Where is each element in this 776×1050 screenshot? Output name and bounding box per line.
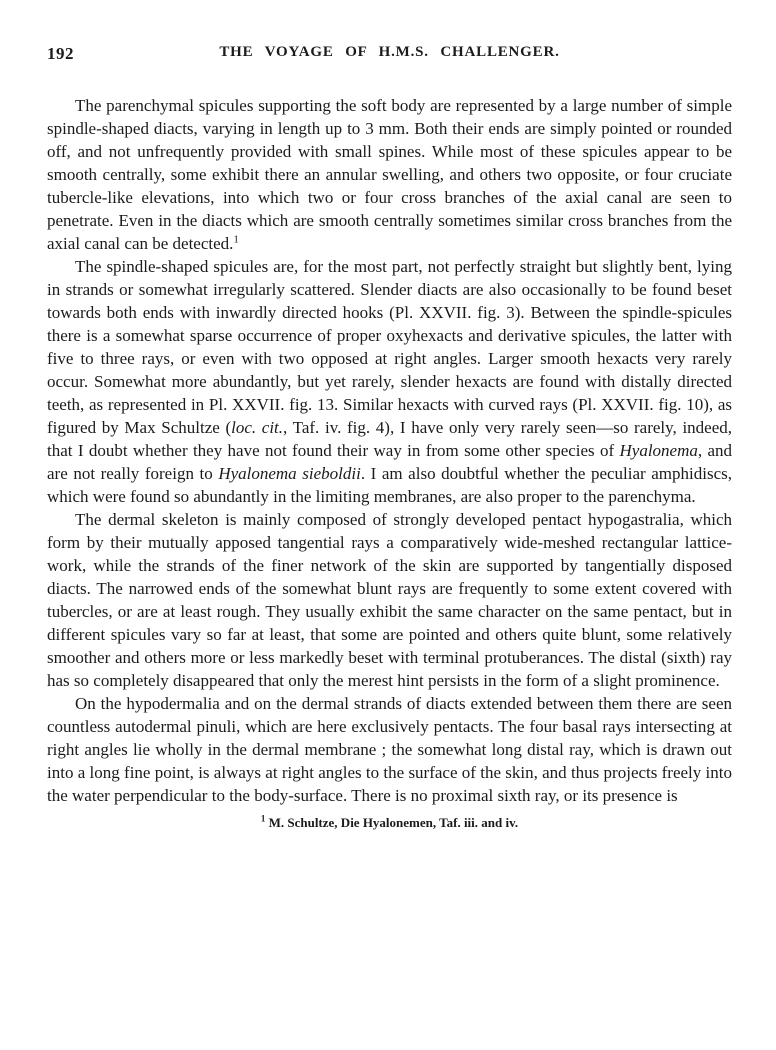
- text-segment: . I am also doubtful whether the peculiar amphidiscs, which were found so abundantly in the limiting membranes, are also proper to the parenchyma.: [47, 464, 732, 506]
- italic-term-hyalonema: Hyalonema: [619, 441, 698, 460]
- text-segment: On the hypodermalia and on the dermal strands of diacts extended between them there are seen countless autodermal pinuli, which are here exclusively pentacts. The four basal rays intersecting at right angles lie wholly in the dermal membrane ; the somewhat long distal ray, which is drawn out into a long fine point, is always at right angles to the surface of the skin, and thus projects freely into the water perpendicular to the body-surface. There is no proximal sixth ray, or its presence is: [47, 694, 732, 805]
- paragraph-parenchymal-spicules: [47, 94, 732, 255]
- text-segment: , Taf. iv. fig. 4), I have only very rarely seen—so rarely, indeed, that I doubt whether they have not found their way in from some other species of: [47, 418, 733, 460]
- italic-term-hyalonema-sieboldii: Hyalonema sieboldii: [218, 464, 361, 483]
- footnote-text: M. Schultze, Die Hyalonemen, Taf. iii. and iv.: [268, 815, 519, 830]
- paragraph-spindle-shaped-spicules: [47, 255, 732, 508]
- italic-term-loc-cit: loc. cit.: [231, 418, 284, 437]
- text-segment: , and are not really foreign to: [47, 441, 733, 483]
- running-title: THE VOYAGE OF H.M.S. CHALLENGER.: [219, 44, 560, 60]
- text-segment: The dermal skeleton is mainly composed of strongly developed pentact hypogastralia, which form by their mutually apposed tangential rays a comparatively wide-meshed rectangular lattice-work, while the strands of the finer network of the skin are supported by tangentially disposed diacts. The narrowed ends of the somewhat blunt rays are frequently to some extent covered with tubercles, or are at least rough. They usually exhibit the same character on the same pentact, but in different spicules vary so far at least, that some are pointed and others quite blunt, some relatively smoother and others more or less markedly beset with terminal protuberances. The distal (sixth) ray has so completely disappeared that only the merest hint persists in the form of a slight prominence.: [47, 510, 732, 690]
- paragraph-hypodermalia: [47, 692, 732, 807]
- footnote-reference: 1: [233, 233, 239, 246]
- page-header: [47, 44, 732, 66]
- footnote-marker: 1: [260, 813, 266, 824]
- page-body: [47, 94, 732, 807]
- footnote: [47, 815, 732, 831]
- text-segment: The parenchymal spicules supporting the soft body are represented by a large number of simple spindle-shaped diacts, varying in length up to 3 mm. Both their ends are simply pointed or rounded off, and not unfrequently provided with small spines. While most of these spicules appear to be smooth centrally, some exhibit there an annular swelling, and others two opposite, or four cruciate tubercle-like elevations, into which two or four cross branches of the axial canal are seen to penetrate. Even in the diacts which are smooth centrally sometimes similar cross branches from the axial canal can be detected.: [47, 96, 732, 253]
- text-segment: The spindle-shaped spicules are, for the most part, not perfectly straight but slightly bent, lying in strands or somewhat irregularly scattered. Slender diacts are also occasionally to be found beset towards both ends with inwardly directed hooks (Pl. XXVII. fig. 3). Between the spindle-spicules there is a somewhat sparse occurrence of proper oxyhexacts and derivative spicules, the latter with five to three rays, or even with two opposed at right angles. Larger smooth hexacts very rarely occur. Somewhat more abundantly, but yet rarely, slender hexacts are found with distally directed teeth, as represented in Pl. XXVII. fig. 13. Similar hexacts with curved rays (Pl. XXVII. fig. 10), as figured by Max Schultze (: [47, 257, 732, 437]
- paragraph-dermal-skeleton: [47, 508, 732, 692]
- page-number: 192: [47, 44, 74, 63]
